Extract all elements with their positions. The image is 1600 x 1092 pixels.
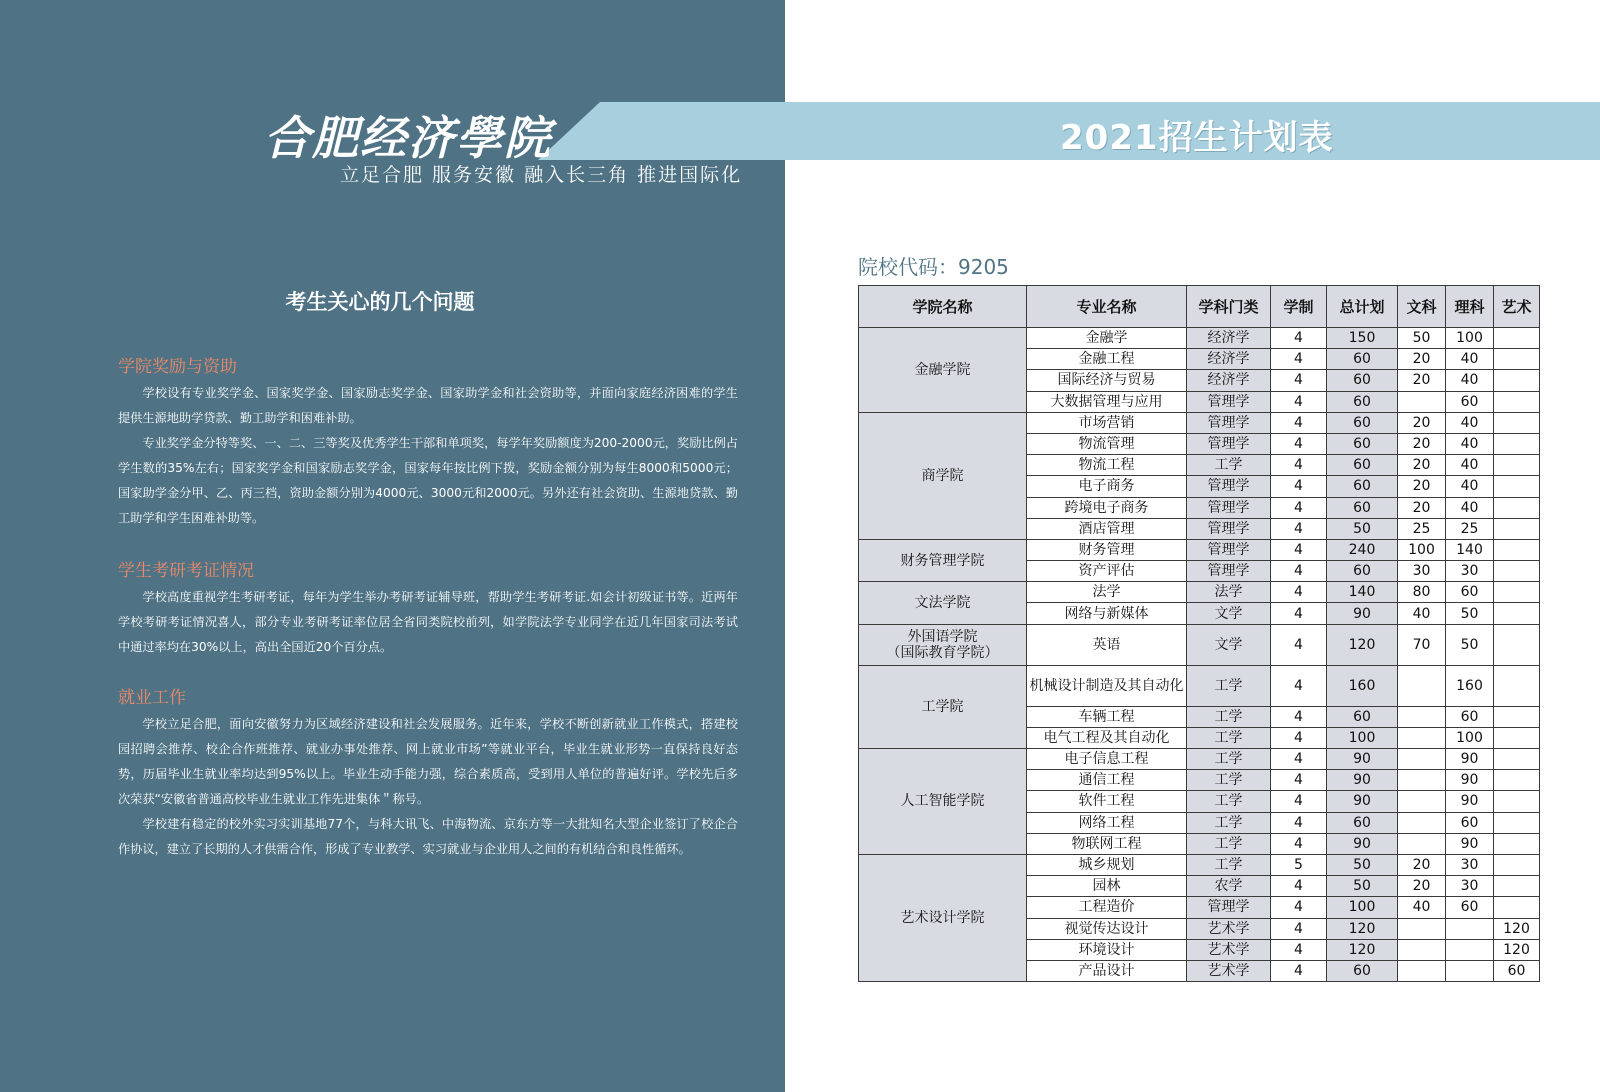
- major-cell: 金融工程: [1027, 349, 1187, 370]
- major-cell: 城乡规划: [1027, 854, 1187, 875]
- arts-cell: [1398, 918, 1446, 939]
- category-cell: 管理学: [1187, 518, 1271, 539]
- category-cell: 工学: [1187, 770, 1271, 791]
- science-cell: 60: [1446, 812, 1494, 833]
- duration-cell: 4: [1271, 791, 1327, 812]
- art-cell: [1494, 770, 1540, 791]
- arts-cell: 20: [1398, 370, 1446, 391]
- major-cell: 英语: [1027, 624, 1187, 665]
- science-cell: 90: [1446, 791, 1494, 812]
- science-cell: 60: [1446, 582, 1494, 603]
- college-cell: 外国语学院 （国际教育学院）: [859, 624, 1027, 665]
- category-cell: 工学: [1187, 706, 1271, 727]
- science-cell: 90: [1446, 770, 1494, 791]
- major-cell: 视觉传达设计: [1027, 918, 1187, 939]
- major-cell: 物联网工程: [1027, 833, 1187, 854]
- art-cell: [1494, 727, 1540, 748]
- category-cell: 管理学: [1187, 561, 1271, 582]
- table-row: [859, 412, 1540, 433]
- art-cell: [1494, 370, 1540, 391]
- art-cell: [1494, 624, 1540, 665]
- arts-cell: 30: [1398, 561, 1446, 582]
- category-cell: 工学: [1187, 665, 1271, 706]
- header-science: 理科: [1446, 286, 1494, 328]
- total-cell: 90: [1327, 770, 1398, 791]
- arts-cell: 40: [1398, 897, 1446, 918]
- total-cell: 240: [1327, 539, 1398, 560]
- art-cell: [1494, 328, 1540, 349]
- art-cell: [1494, 749, 1540, 770]
- duration-cell: 4: [1271, 918, 1327, 939]
- science-cell: 140: [1446, 539, 1494, 560]
- art-cell: [1494, 497, 1540, 518]
- science-cell: 50: [1446, 603, 1494, 624]
- arts-cell: [1398, 391, 1446, 412]
- arts-cell: 25: [1398, 518, 1446, 539]
- arts-cell: [1398, 960, 1446, 981]
- major-cell: 市场营销: [1027, 412, 1187, 433]
- category-cell: 管理学: [1187, 433, 1271, 454]
- duration-cell: 4: [1271, 749, 1327, 770]
- art-cell: [1494, 582, 1540, 603]
- duration-cell: 4: [1271, 391, 1327, 412]
- section-heading: 就业工作: [118, 688, 186, 708]
- college-cell: 文法学院: [859, 582, 1027, 624]
- arts-cell: 20: [1398, 497, 1446, 518]
- total-cell: 60: [1327, 960, 1398, 981]
- total-cell: 60: [1327, 370, 1398, 391]
- header-duration: 学制: [1271, 286, 1327, 328]
- school-code-label: 院校代码：9205: [858, 255, 1009, 279]
- science-cell: 40: [1446, 433, 1494, 454]
- header-art: 艺术: [1494, 286, 1540, 328]
- category-cell: 艺术学: [1187, 939, 1271, 960]
- duration-cell: 4: [1271, 370, 1327, 391]
- arts-cell: 20: [1398, 349, 1446, 370]
- total-cell: 60: [1327, 706, 1398, 727]
- duration-cell: 4: [1271, 665, 1327, 706]
- total-cell: 140: [1327, 582, 1398, 603]
- category-cell: 工学: [1187, 727, 1271, 748]
- arts-cell: 20: [1398, 876, 1446, 897]
- duration-cell: 4: [1271, 497, 1327, 518]
- art-cell: 120: [1494, 939, 1540, 960]
- major-cell: 电子信息工程: [1027, 749, 1187, 770]
- arts-cell: 50: [1398, 328, 1446, 349]
- major-cell: 物流工程: [1027, 455, 1187, 476]
- category-cell: 经济学: [1187, 370, 1271, 391]
- arts-cell: [1398, 749, 1446, 770]
- major-cell: 跨境电子商务: [1027, 497, 1187, 518]
- duration-cell: 4: [1271, 561, 1327, 582]
- art-cell: [1494, 665, 1540, 706]
- art-cell: [1494, 897, 1540, 918]
- major-cell: 财务管理: [1027, 539, 1187, 560]
- art-cell: [1494, 854, 1540, 875]
- duration-cell: 4: [1271, 897, 1327, 918]
- science-cell: 40: [1446, 455, 1494, 476]
- total-cell: 120: [1327, 918, 1398, 939]
- table-body: [859, 328, 1540, 982]
- major-cell: 通信工程: [1027, 770, 1187, 791]
- science-cell: 40: [1446, 497, 1494, 518]
- duration-cell: 4: [1271, 770, 1327, 791]
- arts-cell: [1398, 706, 1446, 727]
- duration-cell: 4: [1271, 624, 1327, 665]
- art-cell: [1494, 539, 1540, 560]
- arts-cell: [1398, 727, 1446, 748]
- total-cell: 60: [1327, 391, 1398, 412]
- arts-cell: [1398, 770, 1446, 791]
- major-cell: 资产评估: [1027, 561, 1187, 582]
- art-cell: [1494, 349, 1540, 370]
- table-row: [859, 854, 1540, 875]
- college-cell: 商学院: [859, 412, 1027, 539]
- category-cell: 工学: [1187, 749, 1271, 770]
- duration-cell: 4: [1271, 328, 1327, 349]
- art-cell: [1494, 476, 1540, 497]
- major-cell: 金融学: [1027, 328, 1187, 349]
- section-paragraph: 学校建有稳定的校外实习实训基地77个，与科大讯飞、中海物流、京东方等一大批知名大型企业签订了校企合作协议，建立了长期的人才供需合作，形成了专业教学、实习就业与企业用人之间的有机结合和良性循环。: [118, 817, 738, 856]
- science-cell: 40: [1446, 412, 1494, 433]
- science-cell: 30: [1446, 854, 1494, 875]
- section-heading: 学院奖励与资助: [118, 357, 237, 377]
- science-cell: 50: [1446, 624, 1494, 665]
- total-cell: 60: [1327, 455, 1398, 476]
- arts-cell: 20: [1398, 455, 1446, 476]
- major-cell: 酒店管理: [1027, 518, 1187, 539]
- table-header-row: [859, 286, 1540, 328]
- total-cell: 90: [1327, 603, 1398, 624]
- category-cell: 工学: [1187, 833, 1271, 854]
- science-cell: 90: [1446, 749, 1494, 770]
- art-cell: [1494, 876, 1540, 897]
- total-cell: 60: [1327, 497, 1398, 518]
- section-heading: 学生考研考证情况: [118, 561, 254, 581]
- table-row: [859, 582, 1540, 603]
- major-cell: 法学: [1027, 582, 1187, 603]
- major-cell: 电气工程及其自动化: [1027, 727, 1187, 748]
- category-cell: 管理学: [1187, 391, 1271, 412]
- category-cell: 法学: [1187, 582, 1271, 603]
- science-cell: 100: [1446, 727, 1494, 748]
- science-cell: 100: [1446, 328, 1494, 349]
- major-cell: 网络与新媒体: [1027, 603, 1187, 624]
- college-cell: 艺术设计学院: [859, 854, 1027, 981]
- school-name-logo: 合肥经济學院: [264, 111, 552, 165]
- art-cell: [1494, 833, 1540, 854]
- science-cell: 30: [1446, 561, 1494, 582]
- arts-cell: 20: [1398, 854, 1446, 875]
- total-cell: 90: [1327, 749, 1398, 770]
- section-paragraph: 学校设有专业奖学金、国家奖学金、国家励志奖学金、国家助学金和社会资助等，并面向家庭经济困难的学生提供生源地助学贷款、勤工助学和困难补助。: [118, 386, 738, 425]
- category-cell: 工学: [1187, 812, 1271, 833]
- arts-cell: 40: [1398, 603, 1446, 624]
- header-category: 学科门类: [1187, 286, 1271, 328]
- major-cell: 环境设计: [1027, 939, 1187, 960]
- total-cell: 50: [1327, 854, 1398, 875]
- category-cell: 文学: [1187, 603, 1271, 624]
- total-cell: 60: [1327, 433, 1398, 454]
- duration-cell: 4: [1271, 476, 1327, 497]
- science-cell: [1446, 918, 1494, 939]
- duration-cell: 4: [1271, 539, 1327, 560]
- major-cell: 国际经济与贸易: [1027, 370, 1187, 391]
- total-cell: 60: [1327, 812, 1398, 833]
- art-cell: [1494, 433, 1540, 454]
- duration-cell: 4: [1271, 455, 1327, 476]
- category-cell: 经济学: [1187, 349, 1271, 370]
- art-cell: [1494, 561, 1540, 582]
- header-college: 学院名称: [859, 286, 1027, 328]
- college-cell: 金融学院: [859, 328, 1027, 413]
- arts-cell: [1398, 939, 1446, 960]
- science-cell: 25: [1446, 518, 1494, 539]
- duration-cell: 4: [1271, 518, 1327, 539]
- art-cell: 60: [1494, 960, 1540, 981]
- category-cell: 艺术学: [1187, 960, 1271, 981]
- total-cell: 50: [1327, 518, 1398, 539]
- school-motto: 立足合肥 服务安徽 融入长三角 推进国际化: [340, 164, 743, 186]
- art-cell: [1494, 518, 1540, 539]
- major-cell: 电子商务: [1027, 476, 1187, 497]
- college-cell: 财务管理学院: [859, 539, 1027, 581]
- science-cell: 60: [1446, 391, 1494, 412]
- arts-cell: 20: [1398, 476, 1446, 497]
- table-row: [859, 749, 1540, 770]
- major-cell: 产品设计: [1027, 960, 1187, 981]
- header-major: 专业名称: [1027, 286, 1187, 328]
- duration-cell: 4: [1271, 706, 1327, 727]
- category-cell: 工学: [1187, 455, 1271, 476]
- header-total: 总计划: [1327, 286, 1398, 328]
- table-row: [859, 328, 1540, 349]
- science-cell: 90: [1446, 833, 1494, 854]
- arts-cell: [1398, 665, 1446, 706]
- total-cell: 120: [1327, 624, 1398, 665]
- duration-cell: 4: [1271, 960, 1327, 981]
- category-cell: 管理学: [1187, 897, 1271, 918]
- major-cell: 机械设计制造及其自动化: [1027, 665, 1187, 706]
- science-cell: [1446, 939, 1494, 960]
- science-cell: 30: [1446, 876, 1494, 897]
- art-cell: [1494, 603, 1540, 624]
- category-cell: 文学: [1187, 624, 1271, 665]
- college-cell: 工学院: [859, 665, 1027, 748]
- college-cell: 人工智能学院: [859, 749, 1027, 855]
- banner-title: 2021招生计划表: [1060, 118, 1334, 158]
- art-cell: [1494, 455, 1540, 476]
- major-cell: 园林: [1027, 876, 1187, 897]
- duration-cell: 4: [1271, 349, 1327, 370]
- total-cell: 60: [1327, 349, 1398, 370]
- science-cell: 160: [1446, 665, 1494, 706]
- section-paragraph: 学校高度重视学生考研考证，每年为学生举办考研考证辅导班，帮助学生考研考证.如会计初级证书等。近两年学校考研考证情况喜人，部分专业考研考证率位居全省同类院校前列，如学院法学专业同学在近几年国家司法考试中通过率均在30%以上，高出全国近20个百分点。: [118, 590, 738, 654]
- major-cell: 软件工程: [1027, 791, 1187, 812]
- science-cell: 40: [1446, 349, 1494, 370]
- science-cell: 40: [1446, 476, 1494, 497]
- total-cell: 60: [1327, 476, 1398, 497]
- section-paragraph: 学校立足合肥，面向安徽努力为区域经济建设和社会发展服务。近年来，学校不断创新就业工作模式，搭建校园招聘会推荐、校企合作班推荐、就业办事处推荐、网上就业市场”等就业平台，毕业生就业形势一直保持良好态势，历届毕业生就业率均达到95%以上。毕业生动手能力强，综合素质高，受到用人单位的普遍好评。学校先后多次荣获“安徽省普通高校毕业生就业工作先进集体＂称号。: [118, 717, 738, 806]
- duration-cell: 4: [1271, 939, 1327, 960]
- duration-cell: 4: [1271, 812, 1327, 833]
- section-employment: [118, 683, 738, 862]
- total-cell: 90: [1327, 791, 1398, 812]
- art-cell: [1494, 412, 1540, 433]
- arts-cell: [1398, 833, 1446, 854]
- duration-cell: 4: [1271, 412, 1327, 433]
- major-cell: 网络工程: [1027, 812, 1187, 833]
- table-row: [859, 539, 1540, 560]
- total-cell: 60: [1327, 561, 1398, 582]
- arts-cell: [1398, 791, 1446, 812]
- category-cell: 经济学: [1187, 328, 1271, 349]
- enrollment-plan-table: [858, 285, 1540, 982]
- arts-cell: 100: [1398, 539, 1446, 560]
- major-cell: 大数据管理与应用: [1027, 391, 1187, 412]
- major-cell: 工程造价: [1027, 897, 1187, 918]
- duration-cell: 4: [1271, 582, 1327, 603]
- category-cell: 管理学: [1187, 497, 1271, 518]
- arts-cell: 70: [1398, 624, 1446, 665]
- arts-cell: 20: [1398, 412, 1446, 433]
- section-postgraduate: [118, 556, 738, 660]
- category-cell: 工学: [1187, 854, 1271, 875]
- category-cell: 农学: [1187, 876, 1271, 897]
- total-cell: 90: [1327, 833, 1398, 854]
- art-cell: [1494, 391, 1540, 412]
- major-cell: 车辆工程: [1027, 706, 1187, 727]
- total-cell: 160: [1327, 665, 1398, 706]
- science-cell: 60: [1446, 897, 1494, 918]
- duration-cell: 4: [1271, 727, 1327, 748]
- duration-cell: 5: [1271, 854, 1327, 875]
- total-cell: 50: [1327, 876, 1398, 897]
- art-cell: 120: [1494, 918, 1540, 939]
- table-row: [859, 624, 1540, 665]
- duration-cell: 4: [1271, 876, 1327, 897]
- arts-cell: 20: [1398, 433, 1446, 454]
- total-cell: 60: [1327, 412, 1398, 433]
- science-cell: 40: [1446, 370, 1494, 391]
- category-cell: 管理学: [1187, 412, 1271, 433]
- major-cell: 物流管理: [1027, 433, 1187, 454]
- total-cell: 100: [1327, 727, 1398, 748]
- table-row: [859, 665, 1540, 706]
- section-scholarship: [118, 352, 738, 531]
- art-cell: [1494, 812, 1540, 833]
- total-cell: 120: [1327, 939, 1398, 960]
- header-arts: 文科: [1398, 286, 1446, 328]
- section-paragraph: 专业奖学金分特等奖、一、二、三等奖及优秀学生干部和单项奖，每学年奖励额度为200-2000元，奖励比例占学生数的35%左右；国家奖学金和国家励志奖学金，国家每年按比例下拨，奖励金额分别为每生8000和5000元；国家助学金分甲、乙、丙三档，资助金额分别为4000元、3000元和2000元。另外还有社会资助、生源地贷款、勤工助学和学生困难补助等。: [118, 436, 738, 525]
- faq-title: 考生关心的几个问题: [285, 290, 475, 314]
- category-cell: 管理学: [1187, 539, 1271, 560]
- duration-cell: 4: [1271, 603, 1327, 624]
- duration-cell: 4: [1271, 833, 1327, 854]
- total-cell: 150: [1327, 328, 1398, 349]
- category-cell: 工学: [1187, 791, 1271, 812]
- category-cell: 艺术学: [1187, 918, 1271, 939]
- art-cell: [1494, 791, 1540, 812]
- art-cell: [1494, 706, 1540, 727]
- science-cell: 60: [1446, 706, 1494, 727]
- duration-cell: 4: [1271, 433, 1327, 454]
- category-cell: 管理学: [1187, 476, 1271, 497]
- arts-cell: 80: [1398, 582, 1446, 603]
- total-cell: 100: [1327, 897, 1398, 918]
- science-cell: [1446, 960, 1494, 981]
- arts-cell: [1398, 812, 1446, 833]
